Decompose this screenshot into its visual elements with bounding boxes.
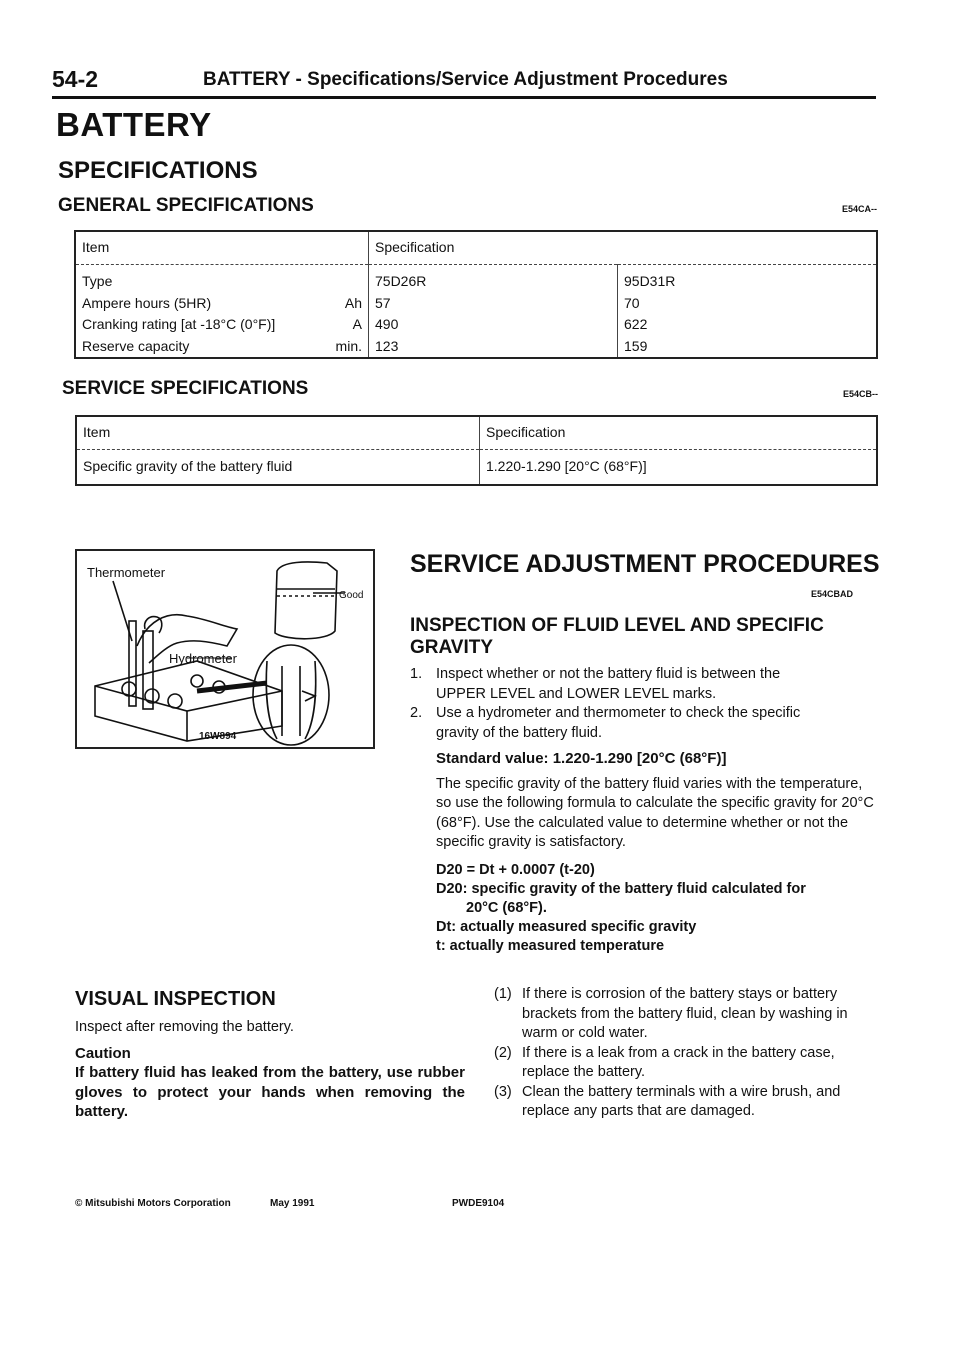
service-adjustment-code: E54CBAD [811, 589, 854, 599]
table-row: Type Ampere hours (5HR) Ah Cranking rating [at -18°C (0°F)] A Reserve capacity min. 75D26R 57 490 123 95D31R 70 622 159 [75, 265, 877, 359]
footer-copyright: © Mitsubishi Motors Corporation [75, 1198, 231, 1209]
formula-t-definition: t: actually measured temperature [436, 937, 665, 954]
service-specs-table [75, 415, 878, 486]
section-title: BATTERY [56, 106, 212, 143]
formula-d20-definition: D20: specific gravity of the battery fluid calculated for [436, 880, 806, 897]
visual-intro: Inspect after removing the battery. [75, 1019, 294, 1035]
col-header-item: Item [75, 231, 369, 265]
inspection-heading-line1: INSPECTION OF FLUID LEVEL AND SPECIFIC [410, 615, 824, 636]
inspection-heading-line2: GRAVITY [410, 637, 494, 658]
standard-value: Standard value: 1.220-1.290 [20°C (68°F)] [436, 750, 727, 767]
col-header-spec: Specification [369, 231, 878, 265]
service-adjustment-heading: SERVICE ADJUSTMENT PROCEDURES [410, 550, 880, 578]
list-item: 1. Inspect whether or not the battery fluid is between the UPPER LEVEL and LOWER LEVEL marks. [410, 666, 781, 702]
general-specs-code: E54CA-- [842, 204, 878, 214]
service-specs-code: E54CB-- [843, 389, 879, 399]
visual-inspection-items [494, 985, 878, 1122]
general-specs-heading: GENERAL SPECIFICATIONS [58, 195, 314, 216]
inspection-section [410, 615, 880, 956]
gravity-paragraph: The specific gravity of the battery fluid varies with the temperature, so use the following formula to calculate the specific gravity for 20°C (68°F). Use the calculated value to determine whether or not the specific gravity is satisfactory. [436, 775, 874, 850]
visual-inspection-heading: VISUAL INSPECTION [75, 988, 276, 1010]
footer-doc-code: PWDE9104 [452, 1198, 505, 1209]
visual-inspection-section [75, 988, 465, 1122]
caution-text: If battery fluid has leaked from the battery, use rubber gloves to protect your hands when removing the battery. [75, 1064, 465, 1120]
hydrometer-figure [75, 549, 375, 749]
formula-dt-definition: Dt: actually measured specific gravity [436, 918, 697, 935]
footer-date: May 1991 [270, 1198, 315, 1209]
formula-d20-definition-cont: 20°C (68°F). [466, 899, 547, 916]
thermometer-label: Thermometer [87, 565, 166, 580]
inspection-steps [410, 665, 880, 743]
list-item: (1) If there is corrosion of the battery stays or battery brackets from the battery fluid, clean by washing in warm or cold water. [494, 986, 848, 1041]
service-specs-heading: SERVICE SPECIFICATIONS [62, 378, 309, 399]
list-item: (2) If there is a leak from a crack in the battery case, replace the battery. [494, 1044, 835, 1080]
hydrometer-label: Hydrometer [169, 651, 237, 666]
caution-label: Caution [75, 1044, 131, 1062]
good-label: Good [339, 590, 364, 601]
specifications-heading: SPECIFICATIONS [58, 157, 258, 184]
battery-hydrometer-illustration [77, 551, 373, 747]
page-header-title: BATTERY - Specifications/Service Adjustment Procedures [203, 69, 728, 90]
col-header-spec: Specification [480, 416, 878, 450]
list-item: 2. Use a hydrometer and thermometer to check the specific gravity of the battery fluid. [410, 705, 801, 741]
formula-main: D20 = Dt + 0.0007 (t-20) [436, 861, 595, 878]
table-row: Specific gravity of the battery fluid 1.220-1.290 [20°C (68°F)] [76, 450, 877, 486]
page-number: 54-2 [52, 66, 99, 92]
header-rule [52, 96, 876, 99]
list-item: (3) Clean the battery terminals with a wire brush, and replace any parts that are damaged. [494, 1083, 841, 1119]
col-header-item: Item [76, 416, 480, 450]
figure-id: 16W894 [199, 731, 237, 742]
general-specs-table [74, 230, 878, 359]
